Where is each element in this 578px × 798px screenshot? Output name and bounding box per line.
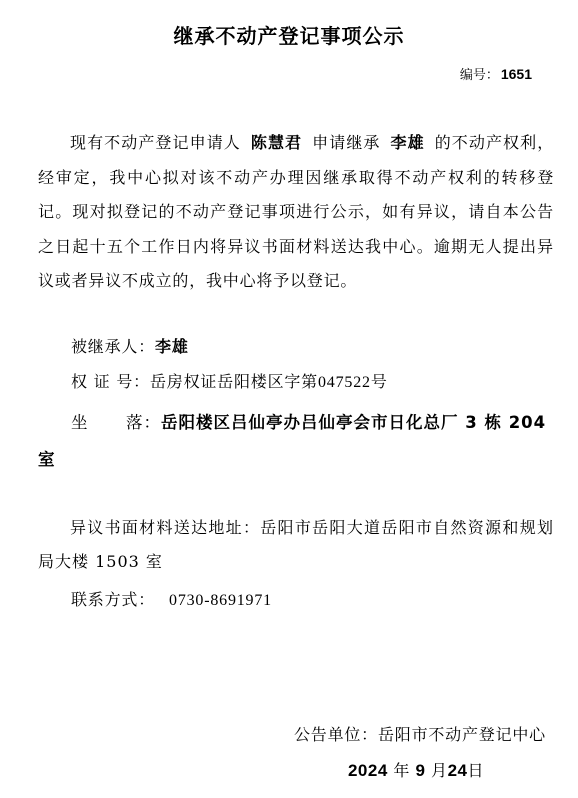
issue-date	[348, 758, 484, 781]
issuing-unit: 公告单位：岳阳市不动产登记中心	[293, 725, 546, 744]
notice-text-2: 申请继承	[312, 133, 381, 152]
location-label: 坐 落：	[71, 413, 161, 432]
date-month: 9	[415, 761, 426, 780]
certificate-suffix: 号	[370, 372, 388, 391]
certificate-number: 047522	[318, 374, 371, 391]
certificate-row	[71, 369, 388, 392]
notice-number	[460, 64, 532, 83]
contact-label: 联系方式：	[71, 590, 156, 609]
decedent-row	[71, 334, 189, 357]
date-year-label: 年	[393, 761, 410, 780]
notice-paragraph	[38, 126, 554, 299]
objection-address: 异议书面材料送达地址：岳阳市岳阳大道岳阳市自然资源和规划局大楼 1503 室	[38, 518, 554, 571]
date-day-label: 日	[467, 761, 484, 780]
page-title: 继承不动产登记事项公示	[173, 24, 405, 48]
certificate-prefix: 岳房权证岳阳楼区字第	[149, 372, 318, 391]
location-value: 岳阳楼区吕仙亭办吕仙亭会市日化总厂 3 栋 204 室	[38, 413, 547, 469]
decedent-label: 被继承人：	[71, 337, 156, 356]
notice-text-3: 的不动产权利，经审定，我中心拟对该不动产办理因继承取得不动产权利的转移登记。现对拟登记的不动产登记事项进行公示，如有异议，请自本公告之日起十五个工作日内将异议书面材料送达我中心。逾期无人提出异议或者异议不成立的，我中心将予以登记。	[38, 133, 555, 290]
notice-text-1: 现有不动产登记申请人	[70, 133, 241, 152]
certificate-label: 权 证 号：	[71, 372, 150, 391]
date-day: 24	[447, 761, 468, 780]
number-value: 1651	[500, 66, 532, 82]
number-label: 编号：	[459, 68, 499, 83]
date-month-label: 月	[431, 761, 448, 780]
decedent-value: 李雄	[155, 337, 189, 356]
applicant-name: 陈慧君	[250, 133, 303, 152]
contact-value: 0730-8691971	[169, 592, 272, 609]
contact-row	[71, 587, 272, 610]
decedent-name: 李雄	[390, 133, 425, 152]
date-year: 2024	[347, 761, 388, 780]
location-row	[38, 404, 554, 478]
